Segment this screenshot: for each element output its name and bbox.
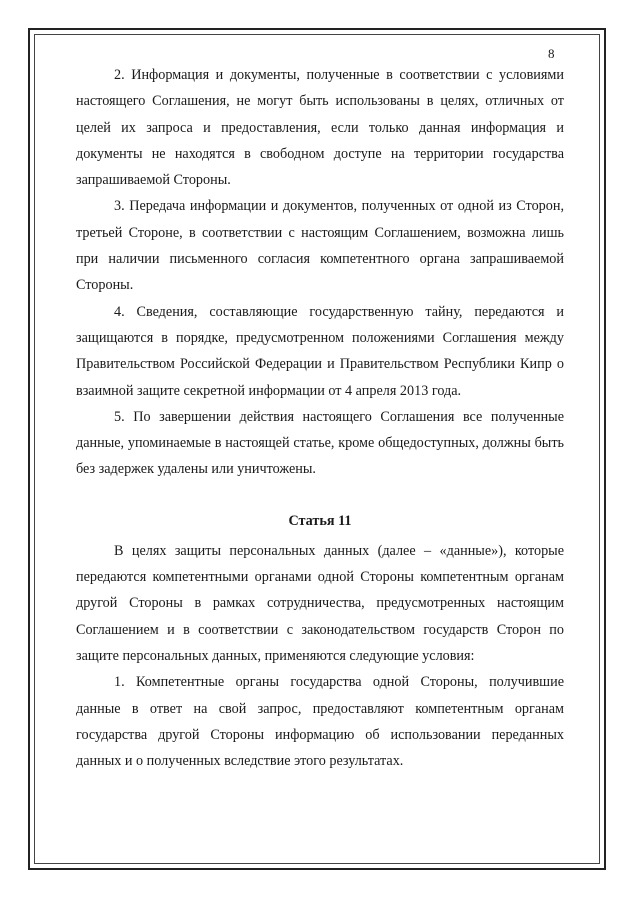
article-paragraph-1: 1. Компетентные органы государства одной Стороны, получившие данные в ответ на свой запрос, предоставляют компетентным органам государства другой Стороны информацию об использовании переданных данных и о полученных вследствие этого результатах. <box>76 674 564 770</box>
paragraph-4: 4. Сведения, составляющие государственную тайну, передаются и защищаются в порядке, предусмотренном положениями Соглашения между Правительством Российской Федерации и Правительством Республики Кипр о взаимной защите секретной информации от 4 апреля 2013 года. <box>76 303 564 399</box>
document-body <box>76 62 564 774</box>
article-intro-paragraph: В целях защиты персональных данных (далее – «данные»), которые передаются компетентными органами одной Стороны компетентным органам другой Стороны в рамках сотрудничества, предусмотренных настоящим Соглашением и в соответствии с законодательством государств Сторон по защите персональных данных, применяются следующие условия: <box>76 542 564 664</box>
paragraph-2: 2. Информация и документы, полученные в соответствии с условиями настоящего Соглашения, не могут быть использованы в целях, отличных от целей их запроса и предоставления, если только данная информация и документы не находятся в свободном доступе на территории государства запрашиваемой Стороны. <box>76 67 564 189</box>
paragraph-3: 3. Передача информации и документов, полученных от одной из Сторон, третьей Стороне, в соответствии с настоящим Соглашением, возможна лишь при наличии письменного согласия компетентного органа запрашиваемой Стороны. <box>76 198 564 294</box>
article-title: Статья 11 <box>288 512 352 529</box>
paragraph-5: 5. По завершении действия настоящего Соглашения все полученные данные, упоминаемые в настоящей статье, кроме общедоступных, должны быть без задержек удалены или уничтожены. <box>76 408 564 478</box>
page-number: 8 <box>548 46 555 61</box>
